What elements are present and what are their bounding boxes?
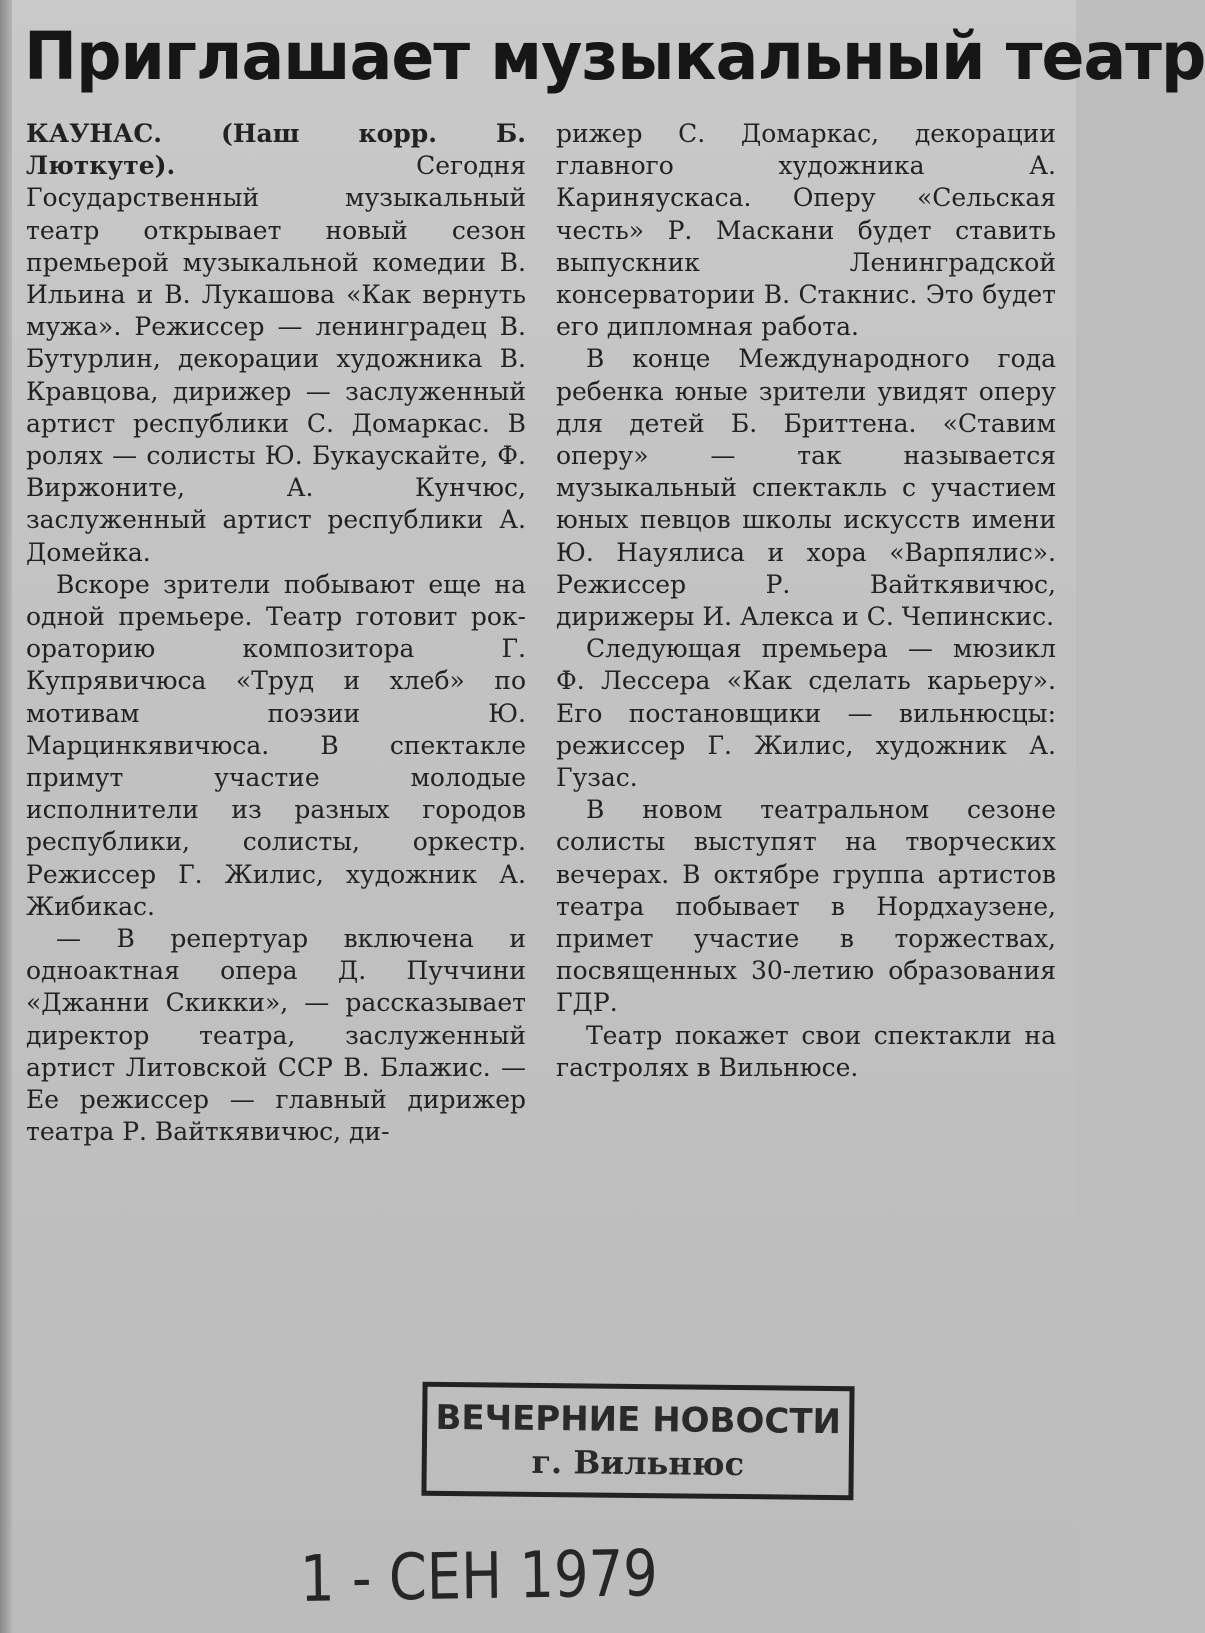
paragraph-text: Сегодня Государственный музыкальный театр открывает новый сезон премьерой музыкальной комедии В. Ильина и В. Лукашова «Как вернуть мужа». Режиссер — ленинградец В. Бутурлин, декорации художника В. Кравцова, дирижер — заслуженный артист республики С. Домаркас. В ролях — солисты Ю. Букаускайте, Ф. Виржоните, А. Кунчюс, заслуженный артист республики А. Домейка. (26, 151, 526, 567)
headline: Приглашает музыкальный театр (24, 18, 1205, 95)
handwritten-date: 1 - СЕН 1979 (299, 1537, 659, 1617)
article-column-2 (556, 118, 1056, 1258)
newspaper-source-stamp (421, 1382, 854, 1501)
article-paragraph: В новом театральном сезоне солисты выступят на творческих вечерах. В октябре группа артистов театра побывает в Нордхаузене, примет участие в торжествах, посвященных 30-летию образования ГДР. (556, 795, 1056, 1018)
article-paragraph: Театр покажет свои спектакли на гастролях в Вильнюсе. (556, 1020, 1056, 1082)
article-paragraph (26, 118, 526, 569)
dateline: КАУНАС. (Наш корр. Б. Люткуте). (26, 119, 526, 181)
article-paragraph: Вскоре зрители побывают еще на одной премьере. Театр готовит рок-ораторию композитора Г. Купрявичюса «Труд и хлеб» по мотивам поэзии Ю. Марцинкявичюса. В спектакле примут участие молодые исполнители из разных городов республики, солисты, оркестр. Режиссер Г. Жилис, художник А. Жибикас. (26, 569, 526, 921)
clipping-edge (0, 0, 12, 1633)
article-paragraph: В конце Международного года ребенка юные зрители увидят оперу для детей Б. Бриттена. «Ставим оперу» — так называется музыкальный спектакль с участием юных певцов школы искусств имени Ю. Науялиса и хора «Варпялис». Режиссер Р. Вайткявичюс, дирижеры И. Алекса и С. Чепинскис. (556, 344, 1056, 632)
article-paragraph: Следующая премьера — мюзикл Ф. Лессера «Как сделать карьеру». Его постановщики — вильнюсцы: режиссер Г. Жилис, художник А. Гузас. (556, 634, 1056, 793)
stamp-city: г. Вильнюс (531, 1442, 745, 1484)
article-body (26, 118, 1056, 1258)
article-column-1 (26, 118, 526, 1258)
article-paragraph: — В репертуар включена и одноактная опера Д. Пуччини «Джанни Скикки», — рассказывает директор театра, заслуженный артист Литовской ССР В. Блажис. — Ее режиссер — главный дирижер театра Р. Вайткявичюс, ди- (26, 924, 526, 1147)
article-paragraph: рижер С. Домаркас, декорации главного художника А. Кариняускаса. Оперу «Сельская честь» Р. Маскани будет ставить выпускник Ленинградской консерватории В. Стакнис. Это будет его дипломная работа. (556, 119, 1056, 342)
stamp-newspaper-name: ВЕЧЕРНИЕ НОВОСТИ (435, 1397, 842, 1443)
